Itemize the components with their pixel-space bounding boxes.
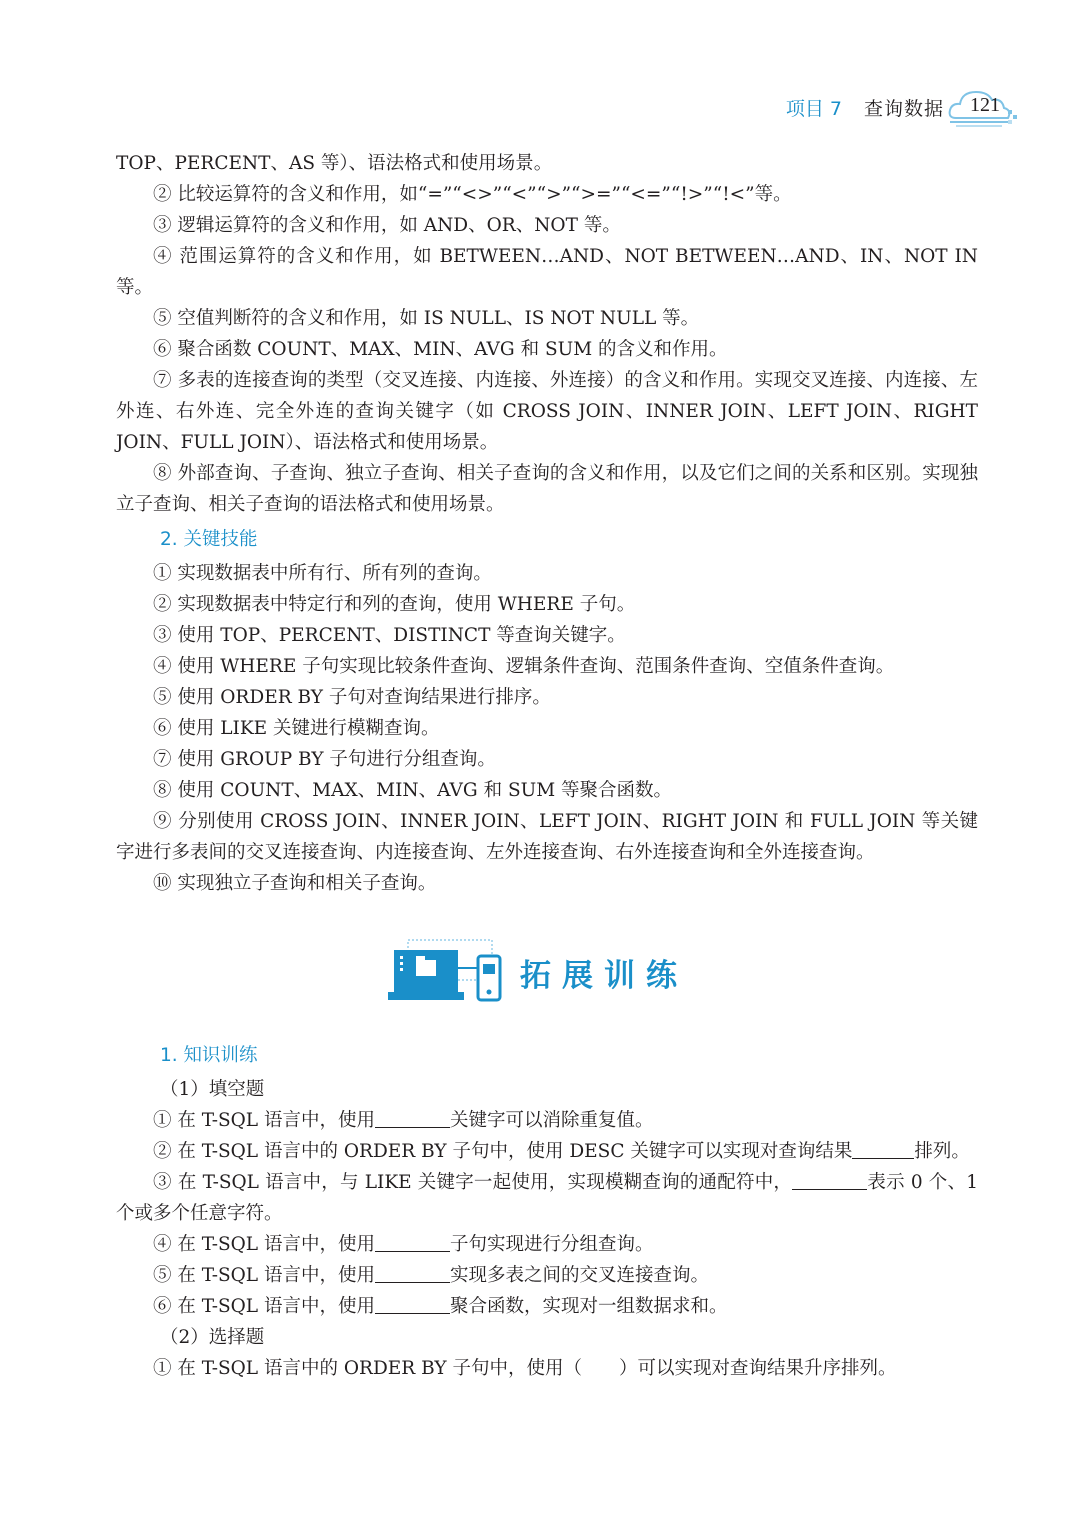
skill-item: ① 实现数据表中所有行、所有列的查询。 xyxy=(153,563,492,584)
question-text: ⑤ 在 T-SQL 语言中，使用 xyxy=(153,1265,375,1286)
laptop-phone-icon xyxy=(388,936,508,1008)
question-text: ② 在 T-SQL 语言中的 ORDER BY 子句中，使用 DESC 关键字可以实现对查询结果 xyxy=(153,1141,853,1162)
question-text: 表示 0 个、1 个或多个任意字符。 xyxy=(116,1172,978,1224)
knowledge-item: ② 比较运算符的含义和作用，如“=”“<>”“<”“>”“>=”“<=”“!>”“!<”等。 xyxy=(153,184,792,205)
question-text: ① 在 T-SQL 语言中，使用 xyxy=(153,1110,375,1131)
header-title: 查询数据 xyxy=(863,98,944,120)
question-text: ④ 在 T-SQL 语言中，使用 xyxy=(153,1234,375,1255)
header-project: 项目 7 xyxy=(785,98,842,120)
skill-item: ⑧ 使用 COUNT、MAX、MIN、AVG 和 SUM 等聚合函数。 xyxy=(153,780,673,801)
section-banner xyxy=(388,936,718,1008)
question xyxy=(116,1136,978,1167)
skill-item: ⑩ 实现独立子查询和相关子查询。 xyxy=(153,873,437,894)
fill-heading: （1）填空题 xyxy=(160,1079,265,1100)
training-heading: 1. 知识训练 xyxy=(160,1045,258,1066)
question xyxy=(116,1167,978,1229)
skill-item: ③ 使用 TOP、PERCENT、DISTINCT 等查询关键字。 xyxy=(153,625,626,646)
question-text: 实现多表之间的交叉连接查询。 xyxy=(449,1265,709,1286)
knowledge-item: ⑤ 空值判断符的含义和作用，如 IS NULL、IS NOT NULL 等。 xyxy=(153,308,700,329)
knowledge-item: ③ 逻辑运算符的含义和作用，如 AND、OR、NOT 等。 xyxy=(153,215,621,236)
continuation-text: TOP、PERCENT、AS 等）、语法格式和使用场景。 xyxy=(116,153,553,174)
knowledge-item: ⑦ 多表的连接查询的类型（交叉连接、内连接、外连接）的含义和作用。实现交叉连接、内连接、左外连、右外连、完全外连的查询关键字（如 CROSS JOIN、INNER JOIN、LEFT JOIN、RIGHT JOIN、FULL JOIN）、语法格式和使用场景。 xyxy=(116,370,978,453)
training-section xyxy=(116,1036,978,1384)
skill-item: ⑨ 分别使用 CROSS JOIN、INNER JOIN、LEFT JOIN、RIGHT JOIN 和 FULL JOIN 等关键字进行多表间的交叉连接查询、内连接查询、左外连接查询、右外连接查询和全外连接查询。 xyxy=(116,811,978,863)
question-text: ③ 在 T-SQL 语言中，与 LIKE 关键字一起使用，实现模糊查询的通配符中， xyxy=(153,1172,793,1193)
skills-heading: 2. 关键技能 xyxy=(160,529,258,550)
banner-title: 拓展训练 xyxy=(520,958,688,994)
knowledge-item: ④ 范围运算符的含义和作用，如 BETWEEN…AND、NOT BETWEEN…AND、IN、NOT IN 等。 xyxy=(116,246,978,298)
skill-item: ⑤ 使用 ORDER BY 子句对查询结果进行排序。 xyxy=(153,687,551,708)
question-text: 关键字可以消除重复值。 xyxy=(449,1110,654,1131)
skill-item: ② 实现数据表中特定行和列的查询，使用 WHERE 子句。 xyxy=(153,594,636,615)
question-text: ⑥ 在 T-SQL 语言中，使用 xyxy=(153,1296,375,1317)
knowledge-item: ⑧ 外部查询、子查询、独立子查询、相关子查询的含义和作用，以及它们之间的关系和区别。实现独立子查询、相关子查询的语法格式和使用场景。 xyxy=(116,463,978,515)
question-text: 子句实现进行分组查询。 xyxy=(449,1234,654,1255)
skill-item: ⑥ 使用 LIKE 关键进行模糊查询。 xyxy=(153,718,440,739)
skill-item: ④ 使用 WHERE 子句实现比较条件查询、逻辑条件查询、范围条件查询、空值条件查询。 xyxy=(153,656,895,677)
answer-blank[interactable] xyxy=(852,1138,914,1159)
question-text: 聚合函数，实现对一组数据求和。 xyxy=(449,1296,728,1317)
skill-item: ⑦ 使用 GROUP BY 子句进行分组查询。 xyxy=(153,749,496,770)
answer-blank[interactable] xyxy=(792,1169,867,1190)
answer-blank[interactable] xyxy=(375,1293,450,1314)
question xyxy=(116,1229,978,1260)
question-text: 排列。 xyxy=(914,1141,970,1162)
page-header xyxy=(698,86,1018,130)
knowledge-section xyxy=(116,148,978,899)
question xyxy=(116,1105,978,1136)
knowledge-item: ⑥ 聚合函数 COUNT、MAX、MIN、AVG 和 SUM 的含义和作用。 xyxy=(153,339,728,360)
page-number: 121 xyxy=(970,94,1000,116)
answer-blank[interactable] xyxy=(375,1107,450,1128)
choice-heading: （2）选择题 xyxy=(160,1327,265,1348)
question xyxy=(116,1260,978,1291)
choice-question: ① 在 T-SQL 语言中的 ORDER BY 子句中，使用（ ）可以实现对查询结果升序排列。 xyxy=(153,1358,897,1379)
answer-blank[interactable] xyxy=(375,1262,450,1283)
question xyxy=(116,1291,978,1322)
answer-blank[interactable] xyxy=(375,1231,450,1252)
